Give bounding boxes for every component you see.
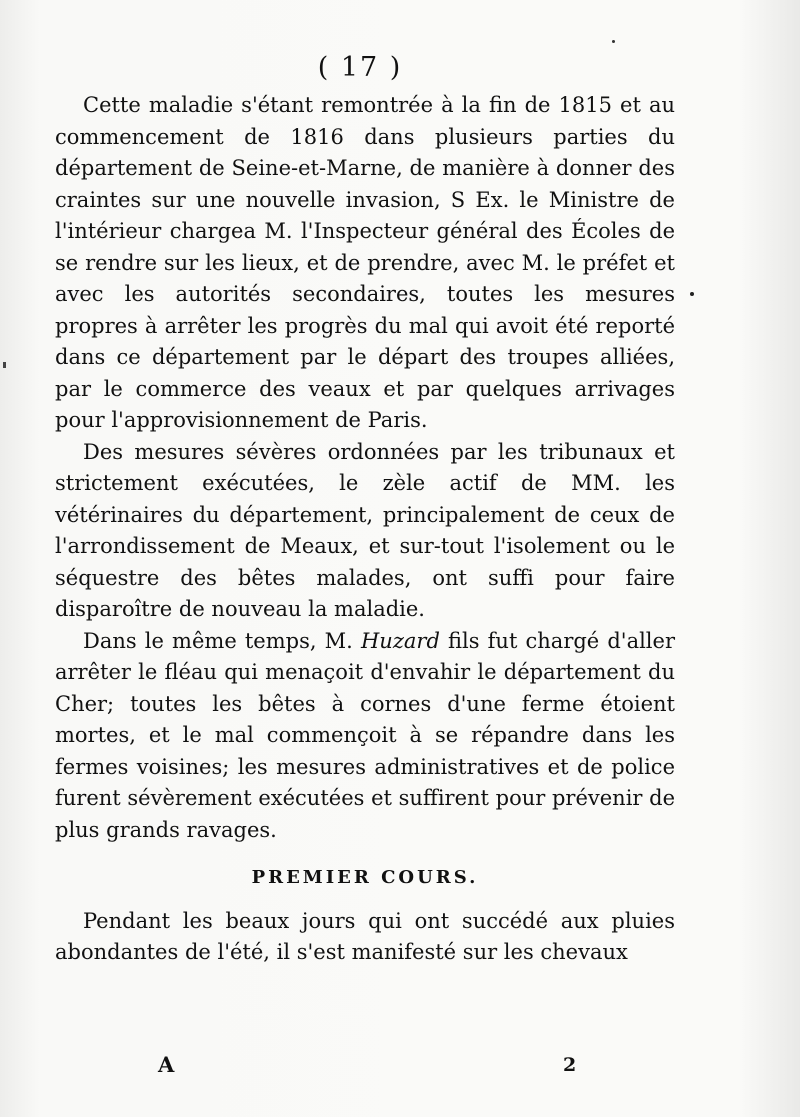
- body-text: [55, 90, 675, 969]
- person-name: Huzard: [360, 628, 440, 653]
- paragraph-1: Cette maladie s'étant remontrée à la fin de 1815 et au commencement de 1816 dans plusieurs parties du département de Seine-et-Marne, de manière à donner des craintes sur une nouvelle invasion, S Ex. le Ministre de l'intérieur chargea M. l'Inspecteur général des Écoles de se rendre sur les lieux, et de prendre, avec M. le préfet et avec les autorités secondaires, toutes les mesures propres à arrêter les progrès du mal qui avoit été reporté dans ce département par le départ des troupes alliées, par le commerce des veaux et par quelques arrivages pour l'approvisionnement de Paris.: [55, 93, 675, 432]
- paragraph-3-start: Dans le même temps, M.: [83, 628, 361, 653]
- closing-paragraph: Pendant les beaux jours qui ont succédé aux pluies abondantes de l'été, il s'est manifesté sur les chevaux: [55, 908, 675, 964]
- sheet-number: 2: [563, 1054, 577, 1076]
- section-heading: PREMIER COURS.: [251, 867, 479, 888]
- signature-mark: A: [158, 1052, 175, 1077]
- paragraph-2: Des mesures sévères ordonnées par les tribunaux et strictement exécutées, le zèle actif de MM. les vétérinaires du département, principalement de ceux de l'arrondissement de Meaux, et sur-tout l'isolement ou le séquestre des bêtes malades, ont suffi pour faire disparoître de nouveau la maladie.: [55, 439, 675, 621]
- ink-speck: [612, 40, 615, 43]
- ink-speck: [3, 362, 6, 368]
- paragraph-3-rest: fils fut chargé d'aller arrêter le fléau qui menaçoit d'envahir le département du Cher; toutes les bêtes à cornes d'une ferme étoient mortes, et le mal commençoit à se répandre dans les fermes voisines; les mesures administratives et de police furent sévèrement exécutées et suffirent pour prévenir de plus grands ravages.: [55, 628, 676, 842]
- ink-speck: [690, 292, 694, 296]
- page-number: ( 17 ): [317, 52, 403, 83]
- paragraph-3: [55, 626, 675, 847]
